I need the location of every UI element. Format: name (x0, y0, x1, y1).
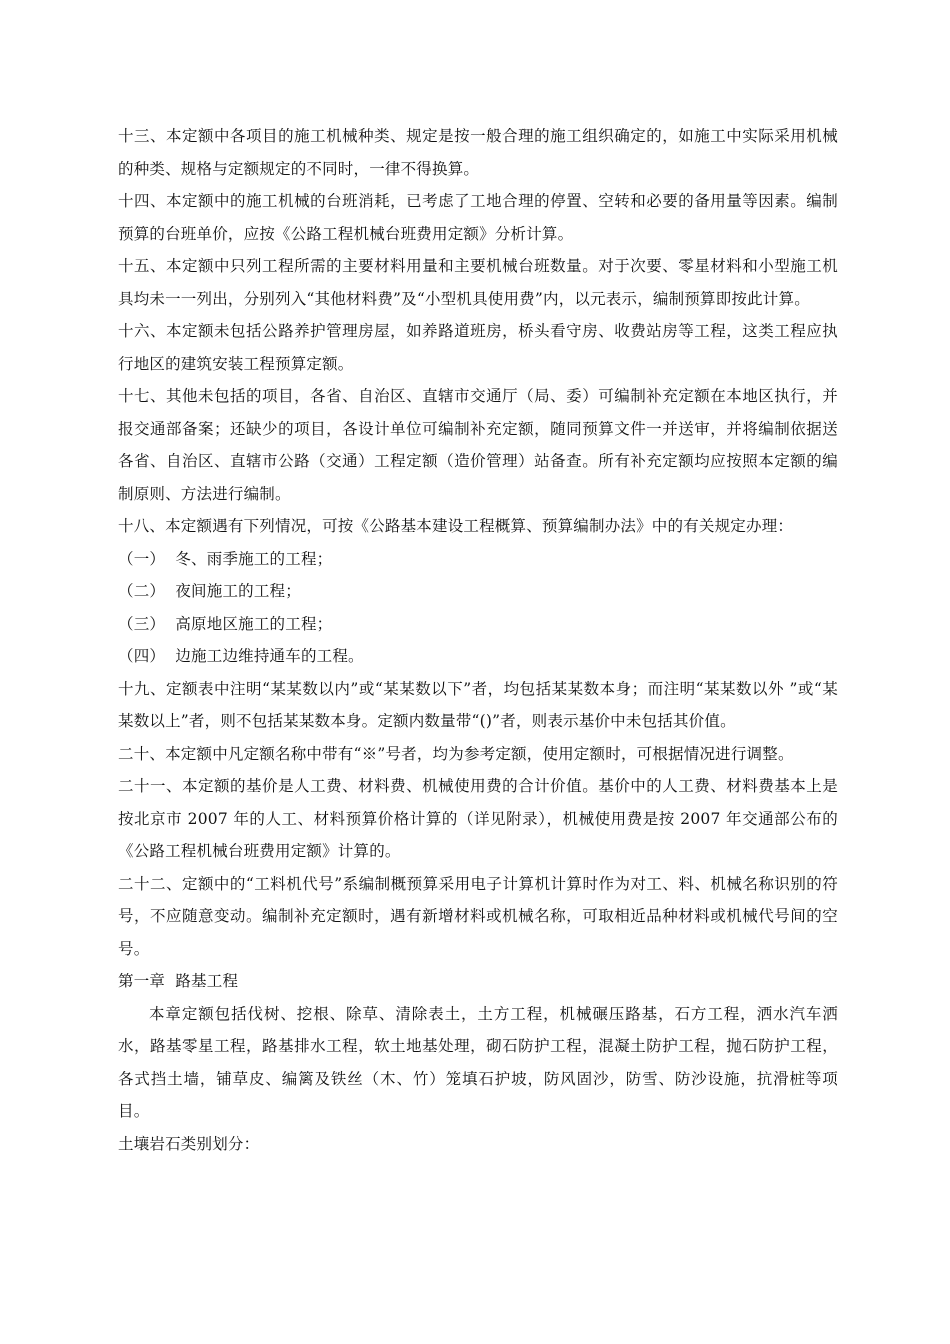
list-item-3: （三） 高原地区施工的工程； (118, 614, 333, 633)
paragraph-19: 十九、定额表中注明“某某数以内”或“某某数以下”者，均包括某某数本身；而注明“某某数以外 ”或“某某数以上”者，则不包括某某数本身。定额内数量带“()”者，则表示基价中未包括其价值。 (118, 679, 838, 730)
chapter-intro: 本章定额包括伐树、挖根、除草、清除表土，土方工程，机械碾压路基，石方工程，洒水汽车洒水，路基零星工程，路基排水工程，软土地基处理，砌石防护工程，混凝土防护工程，抛石防护工程，各式挡土墙，铺草皮、编篱及铁丝（木、竹）笼填石护坡，防风固沙，防雪、防沙设施，抗滑桩等项目。 (118, 1004, 838, 1120)
paragraph-15: 十五、本定额中只列工程所需的主要材料用量和主要机械台班数量。对于次要、零星材料和小型施工机具均未一一列出，分别列入“其他材料费”及“小型机具使用费”内，以元表示，编制预算即按此计算。 (118, 257, 838, 308)
section-label: 土壤岩石类别划分： (118, 1134, 260, 1153)
paragraph-14: 十四、本定额中的施工机械的台班消耗，已考虑了工地合理的停置、空转和必要的备用量等因素。编制预算的台班单价，应按《公路工程机械台班费用定额》分析计算。 (118, 192, 838, 243)
list-item-1: （一） 冬、雨季施工的工程； (118, 549, 333, 568)
paragraph-17: 十七、其他未包括的项目，各省、自治区、直辖市交通厅（局、委）可编制补充定额在本地区执行，并报交通部备案；还缺少的项目，各设计单位可编制补充定额，随同预算文件一并送审，并将编制依据送各省、自治区、直辖市公路（交通）工程定额（造价管理）站备查。所有补充定额均应按照本定额的编制原则、方法进行编制。 (118, 387, 838, 503)
chapter-heading: 第一章 路基工程 (118, 972, 239, 990)
paragraph-21: 二十一、本定额的基价是人工费、材料费、机械使用费的合计价值。基价中的人工费、材料费基本上是按北京市 2007 年的人工、材料预算价格计算的（详见附录），机械使用费是按 2007 年交通部公布的《公路工程机械台班费用定额》计算的。 (118, 777, 838, 860)
paragraph-22: 二十二、定额中的“工料机代号”系编制概预算采用电子计算机计算时作为对工、料、机械名称识别的符号，不应随意变动。编制补充定额时，遇有新增材料或机械名称，可取相近品种材料或机械代号间的空号。 (118, 874, 838, 958)
paragraph-16: 十六、本定额未包括公路养护管理房屋，如养路道班房，桥头看守房、收费站房等工程，这类工程应执行地区的建筑安装工程预算定额。 (118, 322, 838, 373)
paragraph-20: 二十、本定额中凡定额名称中带有“※”号者，均为参考定额，使用定额时，可根据情况进行调整。 (118, 744, 794, 763)
list-item-2: （二） 夜间施工的工程； (118, 582, 301, 600)
list-item-4: （四） 边施工边维持通车的工程。 (118, 647, 364, 665)
paragraph-13: 十三、本定额中各项目的施工机械种类、规定是按一般合理的施工组织确定的，如施工中实际采用机械的种类、规格与定额规定的不同时，一律不得换算。 (118, 127, 838, 178)
paragraph-18: 十八、本定额遇有下列情况，可按《公路基本建设工程概算、预算编制办法》中的有关规定办理： (118, 517, 794, 535)
document-body (118, 120, 838, 1160)
